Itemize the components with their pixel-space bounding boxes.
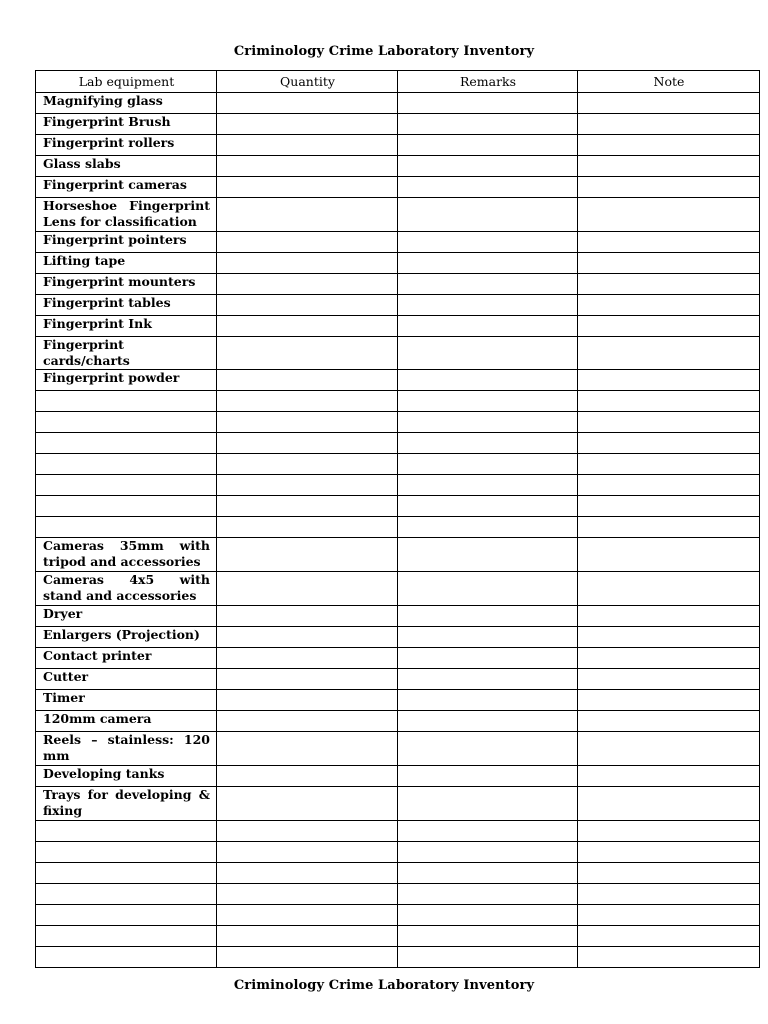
cell-remarks [398, 863, 578, 884]
cell-remarks [398, 606, 578, 627]
cell-remarks [398, 669, 578, 690]
table-row [36, 135, 760, 156]
cell-remarks [398, 253, 578, 274]
cell-lab-equipment: Trays for developing & fixing [36, 787, 217, 821]
table-row [36, 177, 760, 198]
cell-remarks [398, 787, 578, 821]
table-row [36, 114, 760, 135]
cell-lab-equipment: Fingerprint rollers [36, 135, 217, 156]
cell-lab-equipment: Fingerprint Ink [36, 316, 217, 337]
cell-note [578, 732, 760, 766]
table-row [36, 669, 760, 690]
inventory-table [35, 70, 760, 968]
cell-remarks [398, 93, 578, 114]
cell-lab-equipment: Fingerprint Brush [36, 114, 217, 135]
cell-quantity [217, 391, 398, 412]
cell-lab-equipment: Lifting tape [36, 253, 217, 274]
cell-note [578, 572, 760, 606]
table-row [36, 391, 760, 412]
cell-remarks [398, 274, 578, 295]
cell-note [578, 114, 760, 135]
table-row [36, 232, 760, 253]
cell-quantity [217, 669, 398, 690]
cell-note [578, 787, 760, 821]
cell-lab-equipment [36, 433, 217, 454]
cell-quantity [217, 947, 398, 968]
table-row [36, 517, 760, 538]
cell-remarks [398, 391, 578, 412]
cell-remarks [398, 412, 578, 433]
cell-quantity [217, 648, 398, 669]
table-row [36, 884, 760, 905]
cell-remarks [398, 433, 578, 454]
cell-note [578, 517, 760, 538]
cell-lab-equipment [36, 947, 217, 968]
cell-lab-equipment: Glass slabs [36, 156, 217, 177]
cell-lab-equipment: Cameras 4x5 with stand and accessories [36, 572, 217, 606]
table-row [36, 337, 760, 370]
cell-quantity [217, 787, 398, 821]
cell-note [578, 926, 760, 947]
cell-quantity [217, 433, 398, 454]
table-row [36, 156, 760, 177]
cell-quantity [217, 863, 398, 884]
cell-lab-equipment [36, 926, 217, 947]
cell-lab-equipment [36, 517, 217, 538]
cell-quantity [217, 572, 398, 606]
table-row [36, 787, 760, 821]
table-row [36, 412, 760, 433]
cell-lab-equipment: Cameras 35mm with tripod and accessories [36, 538, 217, 572]
cell-remarks [398, 711, 578, 732]
cell-quantity [217, 517, 398, 538]
cell-remarks [398, 821, 578, 842]
column-header-lab-equipment: Lab equipment [36, 71, 217, 93]
cell-note [578, 947, 760, 968]
cell-remarks [398, 732, 578, 766]
cell-note [578, 135, 760, 156]
cell-lab-equipment: Horseshoe Fingerprint Lens for classification [36, 198, 217, 232]
cell-remarks [398, 690, 578, 711]
cell-quantity [217, 496, 398, 517]
table-row [36, 370, 760, 391]
cell-note [578, 711, 760, 732]
cell-lab-equipment [36, 475, 217, 496]
table-row [36, 711, 760, 732]
table-row [36, 475, 760, 496]
cell-quantity [217, 627, 398, 648]
cell-quantity [217, 198, 398, 232]
table-row [36, 316, 760, 337]
cell-remarks [398, 884, 578, 905]
cell-remarks [398, 337, 578, 370]
cell-note [578, 648, 760, 669]
cell-lab-equipment: Fingerprint mounters [36, 274, 217, 295]
table-row [36, 821, 760, 842]
cell-remarks [398, 538, 578, 572]
cell-note [578, 538, 760, 572]
cell-note [578, 198, 760, 232]
cell-remarks [398, 475, 578, 496]
cell-remarks [398, 156, 578, 177]
cell-note [578, 412, 760, 433]
cell-quantity [217, 905, 398, 926]
cell-note [578, 93, 760, 114]
column-header-quantity: Quantity [217, 71, 398, 93]
cell-lab-equipment: Fingerprint tables [36, 295, 217, 316]
table-row [36, 732, 760, 766]
cell-note [578, 337, 760, 370]
cell-lab-equipment [36, 863, 217, 884]
cell-note [578, 669, 760, 690]
cell-lab-equipment [36, 391, 217, 412]
cell-lab-equipment: Fingerprint cameras [36, 177, 217, 198]
cell-quantity [217, 821, 398, 842]
table-row [36, 606, 760, 627]
page-footer-title: Criminology Crime Laboratory Inventory [233, 978, 535, 993]
table-row [36, 454, 760, 475]
cell-lab-equipment: Enlargers (Projection) [36, 627, 217, 648]
cell-remarks [398, 572, 578, 606]
table-row [36, 690, 760, 711]
cell-remarks [398, 135, 578, 156]
cell-note [578, 627, 760, 648]
table-row [36, 627, 760, 648]
inventory-body [36, 93, 760, 968]
table-row [36, 295, 760, 316]
cell-remarks [398, 232, 578, 253]
cell-note [578, 391, 760, 412]
cell-quantity [217, 412, 398, 433]
cell-remarks [398, 114, 578, 135]
table-row [36, 648, 760, 669]
cell-remarks [398, 177, 578, 198]
cell-note [578, 905, 760, 926]
cell-note [578, 316, 760, 337]
table-row [36, 433, 760, 454]
table-row [36, 842, 760, 863]
cell-quantity [217, 926, 398, 947]
column-header-remarks: Remarks [398, 71, 578, 93]
table-row [36, 766, 760, 787]
table-row [36, 572, 760, 606]
table-row [36, 905, 760, 926]
cell-note [578, 475, 760, 496]
cell-quantity [217, 711, 398, 732]
cell-remarks [398, 648, 578, 669]
cell-quantity [217, 114, 398, 135]
cell-quantity [217, 156, 398, 177]
column-header-note: Note [578, 71, 760, 93]
cell-remarks [398, 454, 578, 475]
cell-note [578, 370, 760, 391]
cell-remarks [398, 496, 578, 517]
cell-quantity [217, 232, 398, 253]
cell-quantity [217, 253, 398, 274]
cell-quantity [217, 690, 398, 711]
cell-lab-equipment [36, 884, 217, 905]
cell-lab-equipment [36, 821, 217, 842]
cell-quantity [217, 274, 398, 295]
cell-remarks [398, 766, 578, 787]
cell-quantity [217, 295, 398, 316]
cell-note [578, 295, 760, 316]
table-row [36, 198, 760, 232]
cell-note [578, 496, 760, 517]
table-row [36, 538, 760, 572]
cell-quantity [217, 842, 398, 863]
cell-quantity [217, 884, 398, 905]
cell-note [578, 433, 760, 454]
cell-lab-equipment: Fingerprint pointers [36, 232, 217, 253]
cell-note [578, 274, 760, 295]
cell-lab-equipment [36, 454, 217, 475]
cell-quantity [217, 606, 398, 627]
cell-quantity [217, 732, 398, 766]
cell-quantity [217, 177, 398, 198]
cell-lab-equipment: Fingerprint powder [36, 370, 217, 391]
cell-remarks [398, 842, 578, 863]
cell-remarks [398, 295, 578, 316]
cell-lab-equipment: Magnifying glass [36, 93, 217, 114]
cell-remarks [398, 517, 578, 538]
cell-quantity [217, 370, 398, 391]
table-row [36, 863, 760, 884]
cell-lab-equipment: Contact printer [36, 648, 217, 669]
cell-quantity [217, 316, 398, 337]
cell-quantity [217, 766, 398, 787]
cell-remarks [398, 316, 578, 337]
cell-quantity [217, 135, 398, 156]
cell-remarks [398, 370, 578, 391]
cell-note [578, 606, 760, 627]
cell-note [578, 454, 760, 475]
cell-note [578, 232, 760, 253]
cell-lab-equipment: Fingerprint cards/charts [36, 337, 217, 370]
cell-lab-equipment [36, 905, 217, 926]
cell-quantity [217, 93, 398, 114]
cell-remarks [398, 947, 578, 968]
table-row [36, 274, 760, 295]
cell-remarks [398, 905, 578, 926]
cell-lab-equipment: Timer [36, 690, 217, 711]
cell-note [578, 766, 760, 787]
cell-note [578, 884, 760, 905]
cell-lab-equipment [36, 842, 217, 863]
cell-note [578, 821, 760, 842]
cell-lab-equipment [36, 496, 217, 517]
table-row [36, 926, 760, 947]
cell-quantity [217, 538, 398, 572]
cell-lab-equipment: Dryer [36, 606, 217, 627]
cell-lab-equipment [36, 412, 217, 433]
cell-note [578, 253, 760, 274]
table-row [36, 496, 760, 517]
cell-remarks [398, 198, 578, 232]
cell-lab-equipment: Developing tanks [36, 766, 217, 787]
cell-remarks [398, 627, 578, 648]
cell-lab-equipment: 120mm camera [36, 711, 217, 732]
cell-quantity [217, 475, 398, 496]
cell-lab-equipment: Cutter [36, 669, 217, 690]
cell-note [578, 690, 760, 711]
cell-lab-equipment: Reels – stainless: 120 mm [36, 732, 217, 766]
cell-note [578, 842, 760, 863]
cell-quantity [217, 337, 398, 370]
table-row [36, 93, 760, 114]
table-row [36, 253, 760, 274]
cell-remarks [398, 926, 578, 947]
header-row [36, 71, 760, 93]
cell-quantity [217, 454, 398, 475]
cell-note [578, 156, 760, 177]
table-row [36, 947, 760, 968]
cell-note [578, 863, 760, 884]
page-title: Criminology Crime Laboratory Inventory [233, 44, 535, 59]
cell-note [578, 177, 760, 198]
